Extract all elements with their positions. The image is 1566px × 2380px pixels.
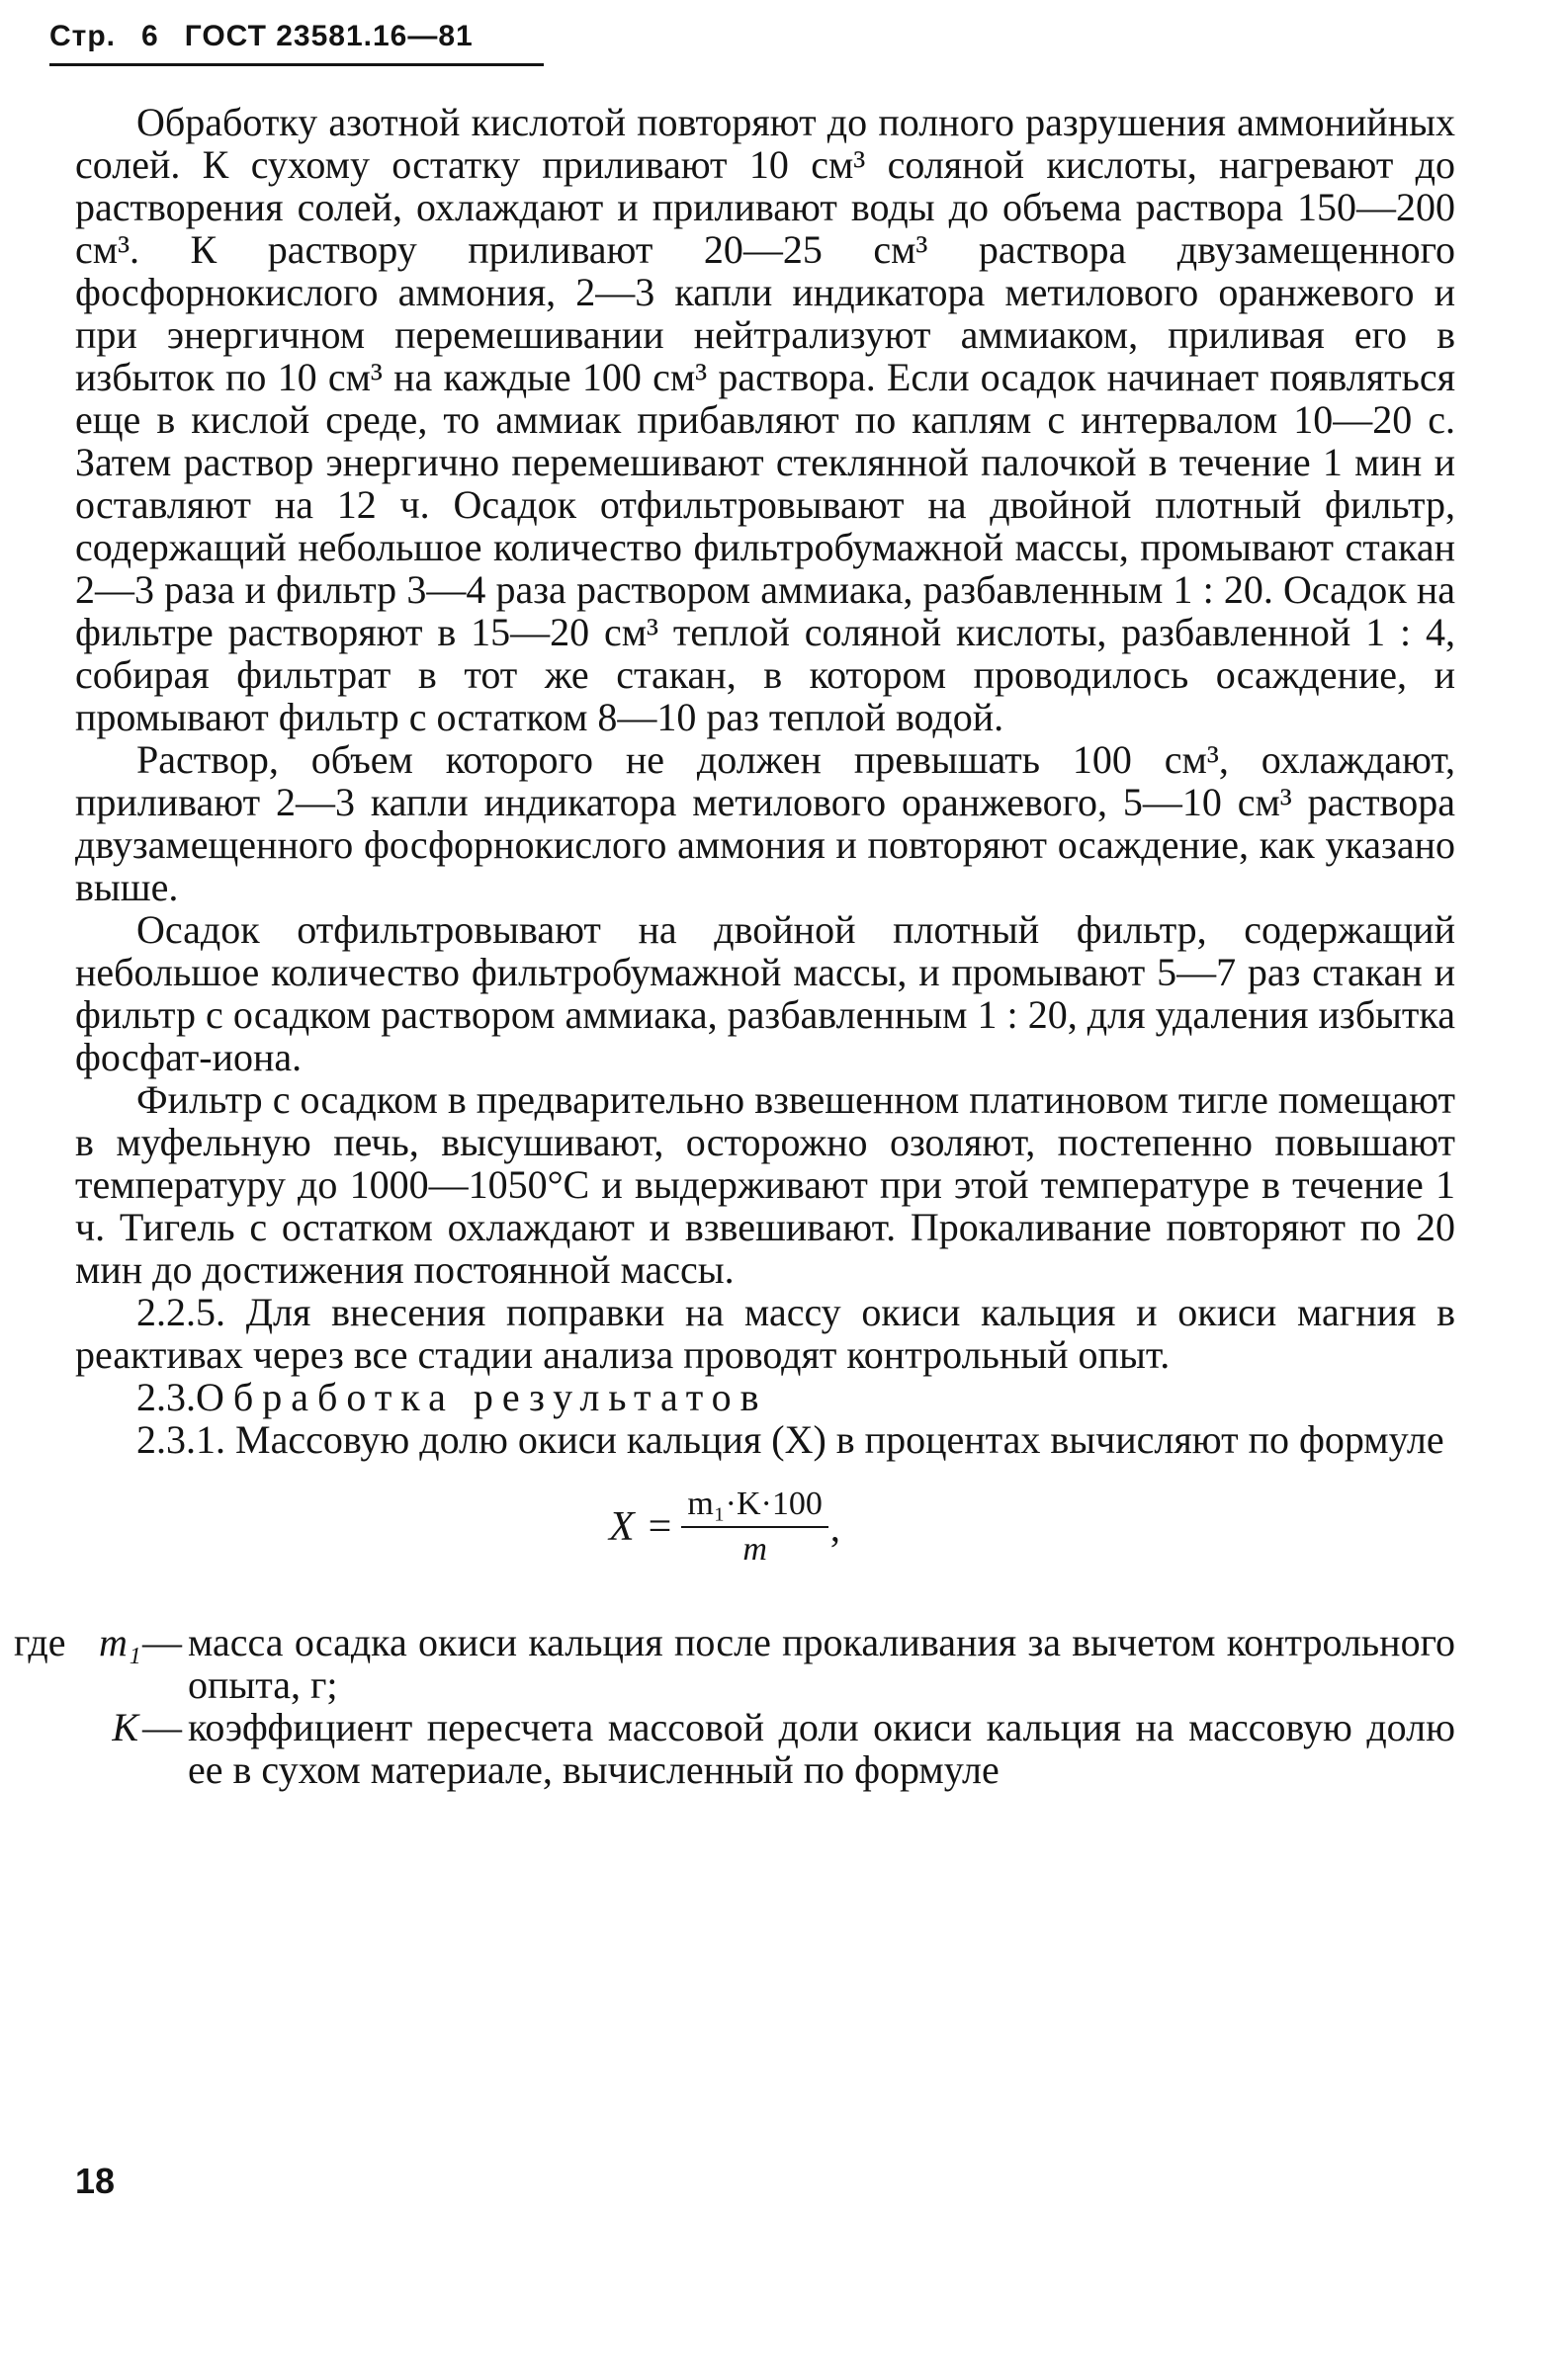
page-label: Стр. [49, 20, 117, 52]
definition-dash: — [142, 1620, 182, 1664]
standard-code: ГОСТ 23581.16—81 [184, 20, 474, 52]
page-number: 18 [75, 2161, 116, 2201]
definition-text: масса осадка окиси кальция после прокаливания за вычетом контрольного опыта, г; [188, 1620, 1455, 1707]
definition-item [14, 1621, 1455, 1706]
definitions-intro: где [14, 1620, 66, 1664]
formula-lhs: X [609, 1503, 635, 1550]
header-rule [49, 63, 544, 66]
section-heading [75, 1376, 1455, 1418]
formula-comma: , [829, 1504, 840, 1550]
paragraph: Раствор, объем которого не должен превышать 100 см³, охлаждают, приливают 2—3 капли индикатора метилового оранжевого, 5—10 см³ раствора двузамещенного фосфорнокислого аммония и повторяют осаждение, как указано выше. [75, 737, 1455, 909]
clause-text: 2.3.1. Массовую долю окиси кальция (X) в процентах вычисляют по формуле [136, 1417, 1444, 1462]
page-body [14, 100, 1455, 1792]
formula-fraction [681, 1485, 828, 1570]
paragraph: 2.2.5. Для внесения поправки на массу окиси кальция и окиси магния в реактивах через все стадии анализа проводят контрольный опыт. [75, 1290, 1455, 1377]
definitions [14, 1620, 1455, 1792]
definition-symbol: K [112, 1705, 138, 1749]
definition-symbol: m₁ [99, 1620, 141, 1664]
section-number: 2.3. [136, 1375, 196, 1419]
definition-item [14, 1706, 1455, 1791]
page-no: 6 [141, 20, 159, 52]
paragraph: Осадок отфильтровывают на двойной плотный фильтр, содержащий небольшое количество фильтробумажной массы, и промывают 5—7 раз стакан и фильтр с осадком раствором аммиака, разбавленным 1 : 20, для удаления избытка фосфат-иона. [75, 907, 1455, 1079]
formula-numerator: m₁·K·100 [681, 1485, 828, 1528]
paragraph: Обработку азотной кислотой повторяют до полного разрушения аммонийных солей. К сухому остатку приливают 10 см³ соляной кислоты, нагревают до растворения солей, охлаждают и приливают воды до объема раствора 150—200 см³. К раствору приливают 20—25 см³ раствора двузамещенного фосфорнокислого аммония, 2—3 капли индикатора метилового оранжевого и при энергичном перемешивании нейтрализуют аммиаком, приливая его в избыток по 10 см³ на каждые 100 см³ раствора. Если осадок начинает появляться еще в кислой среде, то аммиак прибавляют по каплям с интервалом 10—20 с. Затем раствор энергично перемешивают стеклянной палочкой в течение 1 мин и оставляют на 12 ч. Осадок отфильтровывают на двойной плотный фильтр, содержащий небольшое количество фильтробумажной массы, промывают стакан 2—3 раза и фильтр 3—4 раза раствором аммиака, разбавленным 1 : 20. Осадок на фильтре растворяют в 15—20 см³ теплой соляной кислоты, разбавленной 1 : 4, собирая фильтрат в тот же стакан, в котором проводилось осаждение, и промывают фильтр с остатком 8—10 раз теплой водой. [75, 100, 1455, 739]
definition-dash: — [142, 1705, 182, 1749]
formula-equals: = [648, 1503, 672, 1550]
definition-text: коэффициент пересчета массовой доли окиси кальция на массовую долю ее в сухом материале, вычисленный по формуле [188, 1705, 1455, 1792]
section-title: Обработка результатов [196, 1375, 768, 1419]
formula [75, 1473, 1455, 1581]
formula-denominator: m [742, 1531, 767, 1568]
paragraph: Фильтр с осадком в предварительно взвешенном платиновом тигле помещают в муфельную печь, высушивают, осторожно озоляют, постепенно повышают температуру до 1000—1050°С и выдерживают при этой температуре в течение 1 ч. Тигель с остатком охлаждают и взвешивают. Прокаливание повторяют по 20 мин до достижения постоянной массы. [75, 1077, 1455, 1292]
running-header [49, 20, 499, 53]
